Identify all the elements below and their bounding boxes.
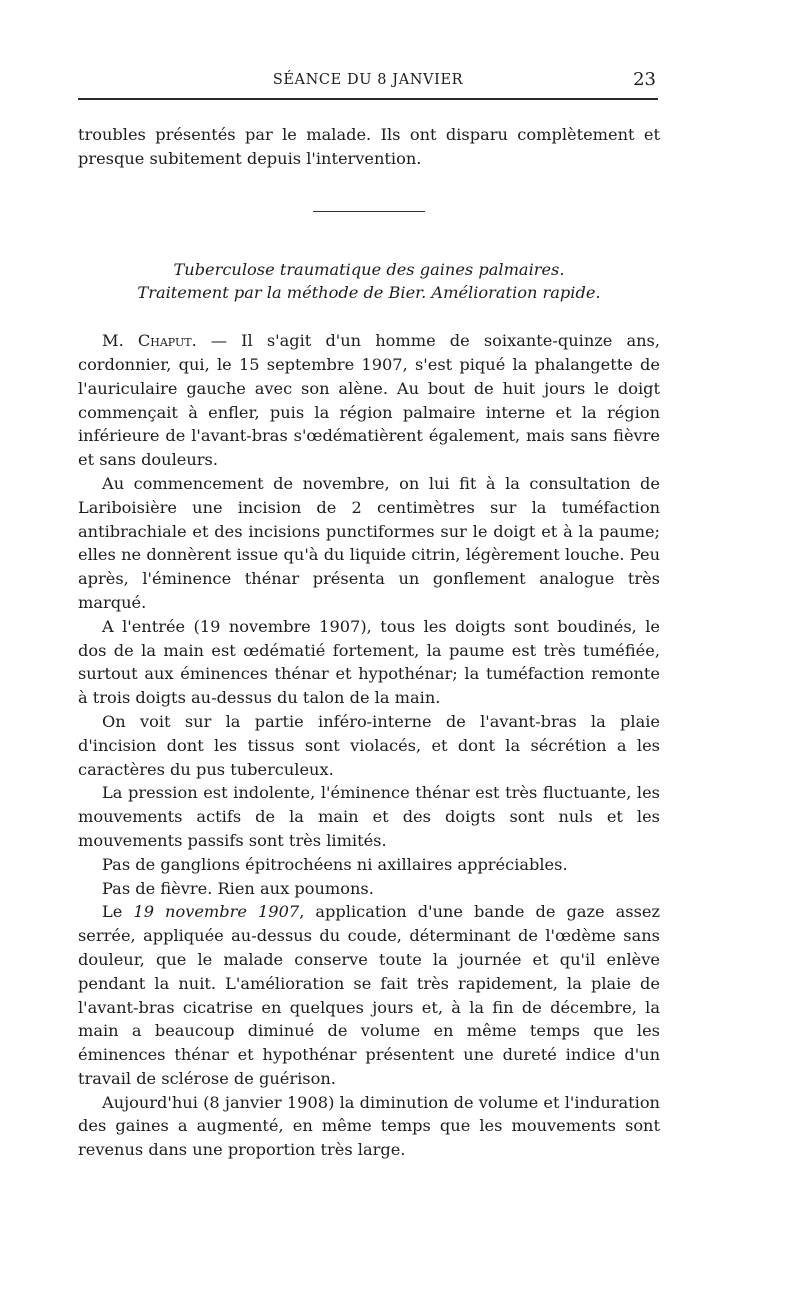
opening-paragraph: troubles présentés par le malade. Ils ont disparu complètement et presque subitement depuis l'intervention. <box>78 125 660 168</box>
paragraph-1 <box>78 329 660 472</box>
paragraph-4: On voit sur la partie inféro-interne de l'avant-bras la plaie d'incision dont les tissus sont violacés, et dont la sécrétion a les caractères du pus tuberculeux. <box>78 711 660 779</box>
paragraph-9: Aujourd'hui (8 janvier 1908) la diminution de volume et l'induration des gaines a augmenté, en même temps que les mouvements sont revenus dans une proportion très large. <box>78 1092 660 1160</box>
paragraph-1-text: — Il s'agit d'un homme de soixante-quinze ans, cordonnier, qui, le 15 septembre 1907, s'est piqué la phalangette de l'auriculaire gauche avec son alène. Au bout de huit jours le doigt commençait à enfler, puis la région palmaire interne et la région inférieure de l'avant-bras s'œdématièrent également, mais sans fièvre et sans douleurs. <box>78 331 661 470</box>
running-header <box>78 66 658 100</box>
paragraph-8-lead: Le <box>102 902 134 922</box>
paragraph-5: La pression est indolente, l'éminence thénar est très fluctuante, les mouvements actifs de la main et des doigts sont nuls et les mouvements passifs sont très limités. <box>78 783 660 850</box>
paragraph-8 <box>78 900 660 1090</box>
paragraph-3: A l'entrée (19 novembre 1907), tous les doigts sont boudinés, le dos de la main est œdématié fortement, la paume est très tuméfiée, surtout aux éminences thénar et hypothénar; la tuméfaction remonte à trois doigts au-dessus du talon de la main. <box>78 616 660 708</box>
section-separator <box>313 211 425 212</box>
paragraph-2: Au commencement de novembre, on lui fit à la consultation de Lariboisière une incision de 2 centimètres sur la tuméfaction antibrachiale et des incisions punctiformes sur le doigt et à la paume; elles ne donnèrent issue qu'à du liquide citrin, légèrement louche. Peu après, l'éminence thénar présenta un gonflement analogue très marqué. <box>78 473 660 612</box>
paragraph-8-date: 19 novembre 1907 <box>133 902 300 922</box>
paragraph-7: Pas de fièvre. Rien aux poumons. <box>102 878 374 898</box>
page-number: 23 <box>633 69 656 90</box>
running-title: SÉANCE DU 8 JANVIER <box>272 72 464 88</box>
article-title <box>78 258 660 306</box>
article-title-line-2: Traitement par la méthode de Bier. Amélioration rapide. <box>137 283 601 303</box>
article-title-line-1: Tuberculose traumatique des gaines palmaires. <box>173 259 565 279</box>
body-text <box>78 123 660 1162</box>
speaker-name: M. Chaput. <box>102 331 197 351</box>
paragraph-8-text: , application d'une bande de gaze assez serrée, appliquée au-dessus du coude, déterminant de l'œdème sans douleur, que le malade conserve toute la journée et qu'il enlève pendant la nuit. L'amélioration se fait très rapidement, la plaie de l'avant-bras cicatrise en quelques jours et, à la fin de décembre, la main a beaucoup diminué de volume en même temps que les éminences thénar et hypothénar présentent une dureté indice d'un travail de sclérose de guérison. <box>78 902 661 1088</box>
paragraph-6: Pas de ganglions épitrochéens ni axillaires appréciables. <box>102 854 568 874</box>
